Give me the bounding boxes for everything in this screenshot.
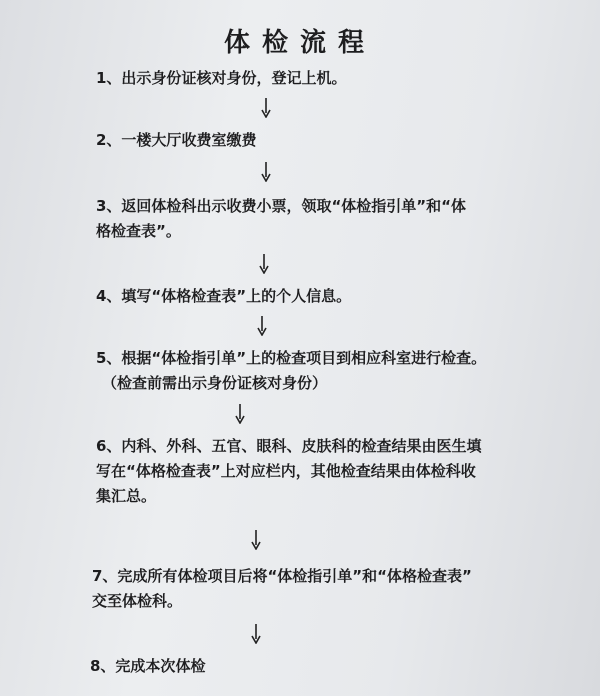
arrow-down-icon xyxy=(260,98,272,118)
arrow-down-icon xyxy=(260,162,272,182)
arrow-down-icon xyxy=(258,254,270,274)
step-8 xyxy=(90,654,205,679)
step-5-line-2: （检查前需出示身份证核对身份） xyxy=(102,374,328,392)
step-7 xyxy=(92,564,472,614)
step-6 xyxy=(96,434,481,509)
step-5 xyxy=(96,346,486,396)
arrow-down-icon xyxy=(256,316,268,336)
step-6-line-3: 集汇总。 xyxy=(96,487,157,505)
arrow-down-icon xyxy=(234,404,246,424)
step-3 xyxy=(96,194,466,244)
step-2-line-1: 2、一楼大厅收费室缴费 xyxy=(96,131,257,149)
step-1-line-1: 1、出示身份证核对身份，登记上机。 xyxy=(96,69,347,87)
arrow-down-icon xyxy=(250,530,262,550)
step-7-line-2: 交至体检科。 xyxy=(92,592,183,610)
step-6-line-1: 6、内科、外科、五官、眼科、皮肤科的检查结果由医生填 xyxy=(96,437,482,455)
arrow-down-icon xyxy=(250,624,262,644)
step-7-line-1: 7、完成所有体检项目后将“体检指引单”和“体格检查表” xyxy=(92,567,472,585)
step-4 xyxy=(96,284,351,309)
step-3-line-2: 格检查表”。 xyxy=(96,222,181,240)
step-5-line-1: 5、根据“体检指引单”上的检查项目到相应科室进行检查。 xyxy=(96,349,487,367)
step-3-line-1: 3、返回体检科出示收费小票，领取“体检指引单”和“体 xyxy=(96,197,467,215)
page-title: 体检流程 xyxy=(223,28,376,58)
step-1 xyxy=(96,66,346,91)
step-2 xyxy=(96,128,256,153)
step-6-line-2: 写在“体格检查表”上对应栏内，其他检查结果由体检科收 xyxy=(96,462,476,480)
step-4-line-1: 4、填写“体格检查表”上的个人信息。 xyxy=(96,287,352,305)
step-8-line-1: 8、完成本次体检 xyxy=(90,657,206,675)
